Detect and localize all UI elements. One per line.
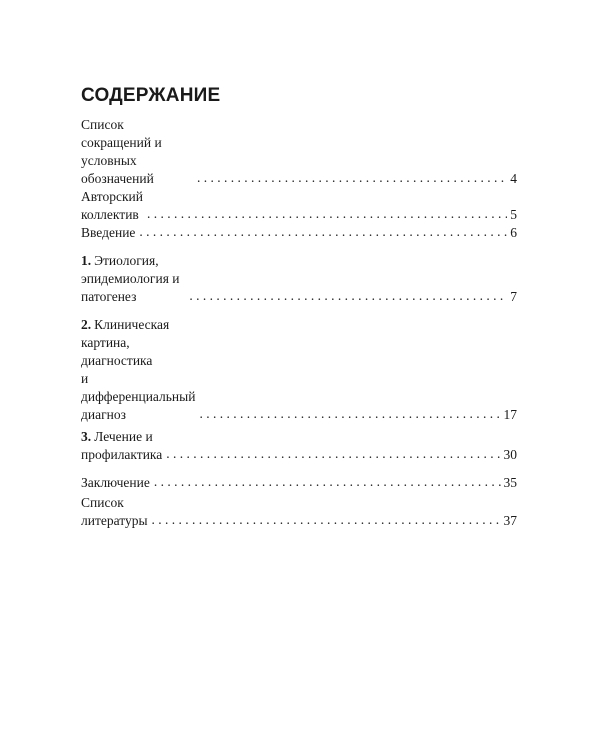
toc-entry-text-wrap <box>81 316 195 424</box>
toc-entry-text: Введение <box>81 225 136 240</box>
toc-entry-first-line <box>81 316 195 370</box>
toc-entry-chapter-2[interactable] <box>81 316 517 424</box>
toc-dot-leader <box>139 223 507 241</box>
toc-dot-leader <box>199 405 500 423</box>
toc-dot-leader <box>147 205 507 223</box>
toc-entry-text: Лечение и профилактика <box>81 429 163 462</box>
toc-dot-leader <box>166 445 500 463</box>
chapter-number: 1. <box>81 253 92 268</box>
toc-entry-chapter-3[interactable] <box>81 428 517 464</box>
toc-entry-authors[interactable] <box>81 188 517 224</box>
toc-dot-leader <box>197 169 507 187</box>
toc-entry-text-line1: Клиническая картина, диагностика <box>81 317 170 368</box>
toc-page-number: 37 <box>503 513 517 528</box>
toc-entry-references[interactable] <box>81 494 517 530</box>
toc-entry-text-wrap <box>81 428 162 464</box>
toc-entry-text: Этиология, эпидемиология и патогенез <box>81 253 180 304</box>
chapter-number: 2. <box>81 317 92 332</box>
toc-dot-leader <box>189 287 507 305</box>
toc-entry-introduction[interactable] <box>81 224 517 242</box>
toc-dot-leader <box>154 473 501 491</box>
chapter-number: 3. <box>81 429 92 444</box>
toc-page-number: 7 <box>510 289 517 304</box>
table-of-contents <box>81 84 517 530</box>
toc-entry-text: Список литературы <box>81 495 148 528</box>
toc-entry-text-line2: и дифференциальный диагноз <box>81 371 196 422</box>
toc-entry-chapter-1[interactable] <box>81 252 517 306</box>
toc-page-number: 35 <box>503 475 517 490</box>
toc-page-number: 6 <box>510 225 517 240</box>
toc-dot-leader <box>152 511 501 529</box>
toc-page-number: 17 <box>503 407 517 422</box>
toc-entry-text: Заключение <box>81 475 150 490</box>
toc-entry-text: Авторский коллектив <box>81 189 144 222</box>
toc-page-number: 5 <box>510 207 517 222</box>
toc-entry-text: Список сокращений и условных обозначений <box>81 117 162 186</box>
toc-title: СОДЕРЖАНИЕ <box>81 85 221 106</box>
toc-page-number: 4 <box>510 171 517 186</box>
toc-entry-conclusion[interactable] <box>81 474 517 492</box>
toc-list <box>81 116 517 530</box>
toc-entry-abbreviations[interactable] <box>81 116 517 188</box>
toc-page-number: 30 <box>503 447 517 462</box>
toc-entry-text-wrap <box>81 252 185 306</box>
